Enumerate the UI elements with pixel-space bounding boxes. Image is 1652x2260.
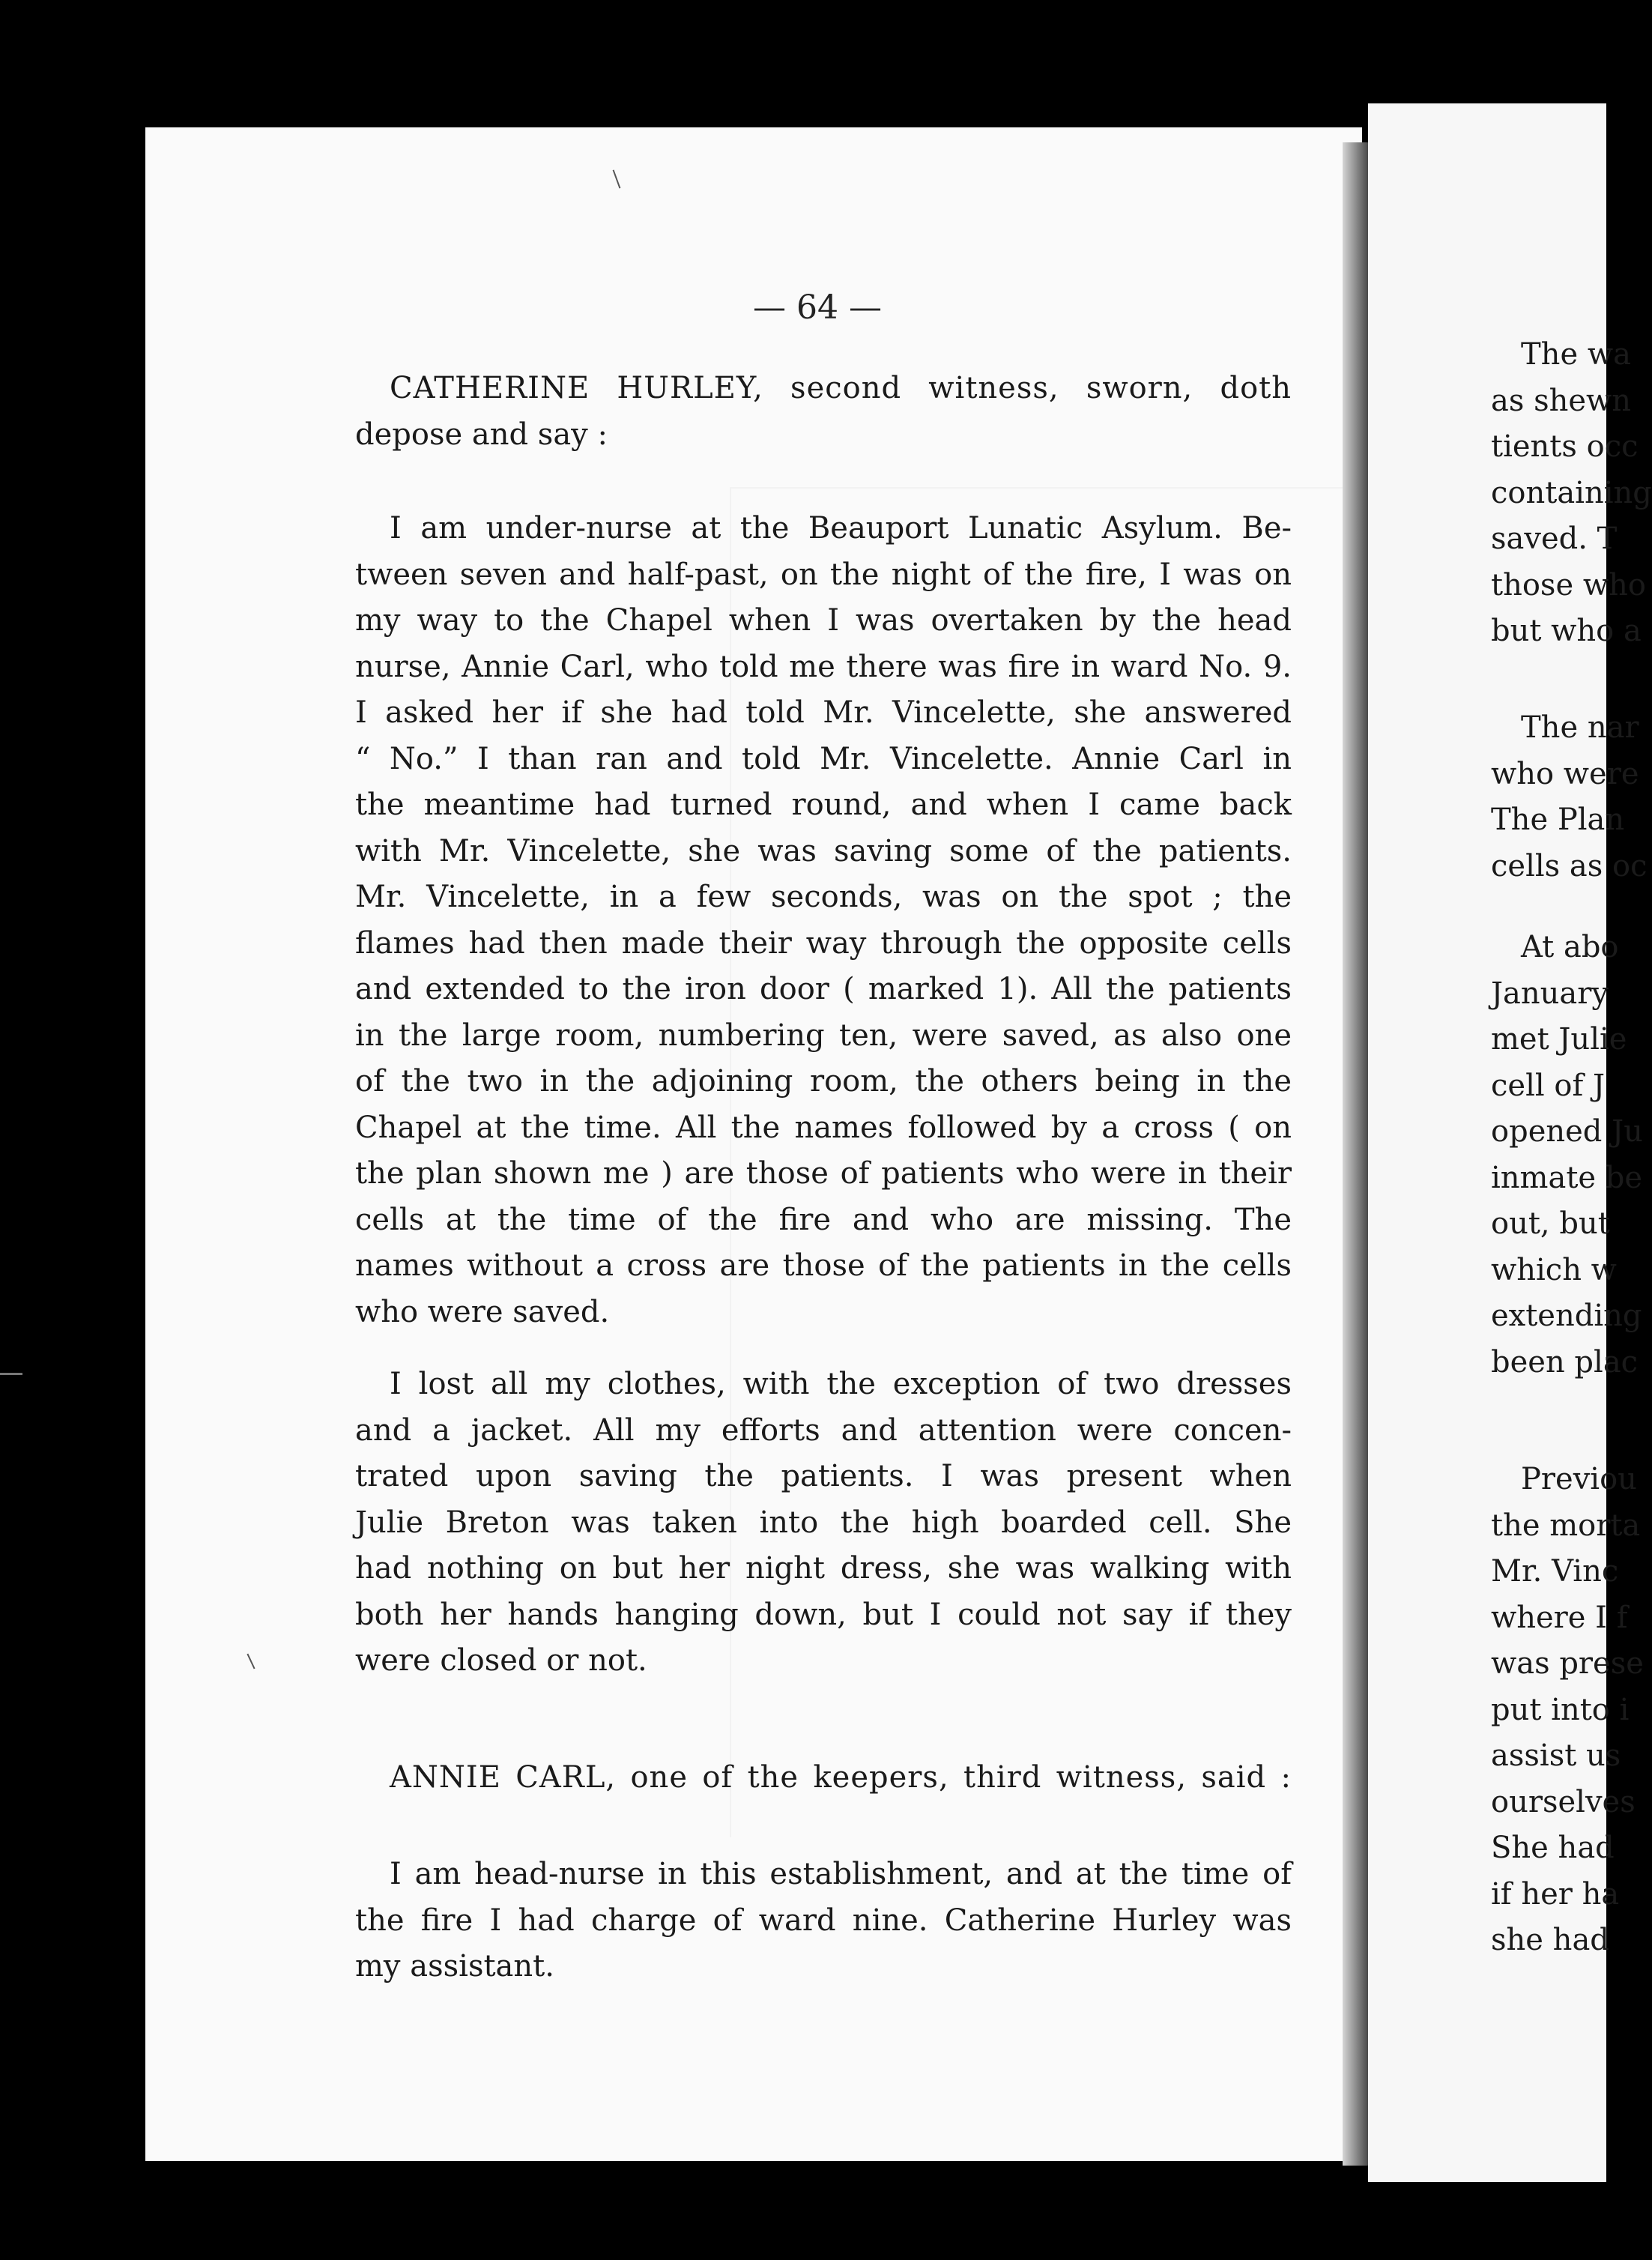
text-line: At abo: [1521, 930, 1619, 964]
text-line: my assistant.: [355, 1949, 554, 1983]
text-line: of the two in the adjoining room, the others being in the: [355, 1064, 1292, 1099]
text-line: The wa: [1521, 337, 1631, 372]
text-line: as shewn: [1491, 383, 1632, 418]
paragraph-catherine-hurley-clothes: [355, 1362, 1292, 1685]
text-line: met Julie: [1491, 1022, 1627, 1057]
text-line: trated upon saving the patients. I was present when: [355, 1459, 1292, 1493]
text-line: The Plan: [1491, 803, 1625, 837]
text-line: she had: [1491, 1923, 1609, 1957]
text-line: were closed or not.: [355, 1643, 647, 1678]
paragraph-catherine-hurley-intro: [355, 366, 1292, 458]
scan-mark: [0, 1373, 22, 1375]
text-line: tween seven and half-past, on the night of the fire, I was on: [355, 557, 1292, 592]
text-line: CATHERINE HURLEY, second witness, sworn, doth: [390, 371, 1292, 405]
text-line: cells at the time of the fire and who are missing. The: [355, 1202, 1292, 1237]
text-line: Mr. Vincelette, in a few seconds, was on the spot ; the: [355, 880, 1292, 914]
text-line: saved. T: [1491, 522, 1618, 556]
text-line: put into i: [1491, 1692, 1630, 1727]
text-line: assist us: [1491, 1738, 1621, 1773]
paragraph-catherine-hurley-testimony: [355, 506, 1292, 1335]
paragraph-annie-carl-testimony: [355, 1852, 1292, 1990]
text-line: January: [1491, 976, 1609, 1011]
text-line: I am head-nurse in this establishment, and at the time of: [390, 1857, 1292, 1891]
text-line: Chapel at the time. All the names followed by a cross ( on: [355, 1110, 1292, 1145]
text-line: who were saved.: [355, 1294, 610, 1329]
text-line: if her ha: [1491, 1876, 1620, 1912]
text-line: containing: [1491, 475, 1652, 510]
text-line: tients occ: [1491, 429, 1639, 464]
right-page-block-3: [1491, 925, 1643, 1386]
right-page-block-2: [1491, 705, 1647, 889]
text-line: the morta: [1491, 1508, 1641, 1543]
text-line: those who: [1491, 567, 1646, 602]
text-line: the fire I had charge of ward nine. Catherine Hurley was: [355, 1903, 1292, 1938]
text-line: but who a: [1491, 614, 1642, 648]
text-line: my way to the Chapel when I was overtaken by the head: [355, 603, 1292, 638]
text-line: I asked her if she had told Mr. Vincelette, she answered: [355, 695, 1292, 730]
spine-shadow: [1343, 142, 1368, 2166]
text-line: cell of J: [1491, 1068, 1606, 1103]
text-line: Mr. Vinc: [1491, 1554, 1619, 1589]
text-line: names without a cross are those of the patients in the cells: [355, 1248, 1292, 1283]
text-line: which w: [1491, 1252, 1617, 1287]
text-line: extending: [1491, 1299, 1642, 1333]
text-line: She had: [1491, 1831, 1615, 1865]
text-line: in the large room, numbering ten, were saved, as also one: [355, 1018, 1292, 1053]
text-line: was prese: [1491, 1646, 1644, 1681]
right-page-block-4: [1491, 1457, 1644, 1964]
text-line: the plan shown me ) are those of patients who were in their: [355, 1156, 1292, 1191]
text-line: depose and say :: [355, 417, 608, 452]
text-line: inmate be: [1491, 1160, 1643, 1195]
text-line: and extended to the iron door ( marked 1). All the patients: [355, 972, 1292, 1006]
right-page-block-1: [1491, 332, 1652, 655]
text-line: “ No.” I than ran and told Mr. Vincelette. Annie Carl in: [355, 741, 1292, 776]
text-line: with Mr. Vincelette, she was saving some of the patients.: [355, 833, 1292, 868]
text-line: I lost all my clothes, with the exception of two dresses: [390, 1367, 1292, 1401]
text-line: cells as oc: [1491, 848, 1648, 883]
text-line: ANNIE CARL, one of the keepers, third witness, said :: [390, 1760, 1292, 1795]
text-line: flames had then made their way through the opposite cells: [355, 925, 1292, 961]
text-line: the meantime had turned round, and when I came back: [355, 788, 1292, 822]
page-number: — 64 —: [753, 288, 882, 327]
text-line: out, but: [1491, 1206, 1610, 1241]
text-line: both her hands hanging down, but I could not say if they: [355, 1597, 1292, 1632]
text-line: had nothing on but her night dress, she was walking with: [355, 1551, 1292, 1586]
text-line: Previou: [1521, 1462, 1637, 1496]
text-line: opened Ju: [1491, 1114, 1643, 1149]
text-line: The nar: [1521, 710, 1639, 745]
text-line: I am under-nurse at the Beauport Lunatic Asylum. Be-: [390, 511, 1292, 546]
text-line: nurse, Annie Carl, who told me there was fire in ward No. 9.: [355, 649, 1292, 684]
paragraph-annie-carl-intro: [355, 1755, 1292, 1801]
text-line: been plac: [1491, 1344, 1639, 1380]
text-line: where I f: [1491, 1600, 1628, 1635]
text-line: ourselves: [1491, 1784, 1636, 1819]
text-line: and a jacket. All my efforts and attention were concen-: [355, 1412, 1292, 1448]
text-line: Julie Breton was taken into the high boarded cell. She: [355, 1505, 1292, 1540]
text-line: who were: [1491, 756, 1639, 791]
